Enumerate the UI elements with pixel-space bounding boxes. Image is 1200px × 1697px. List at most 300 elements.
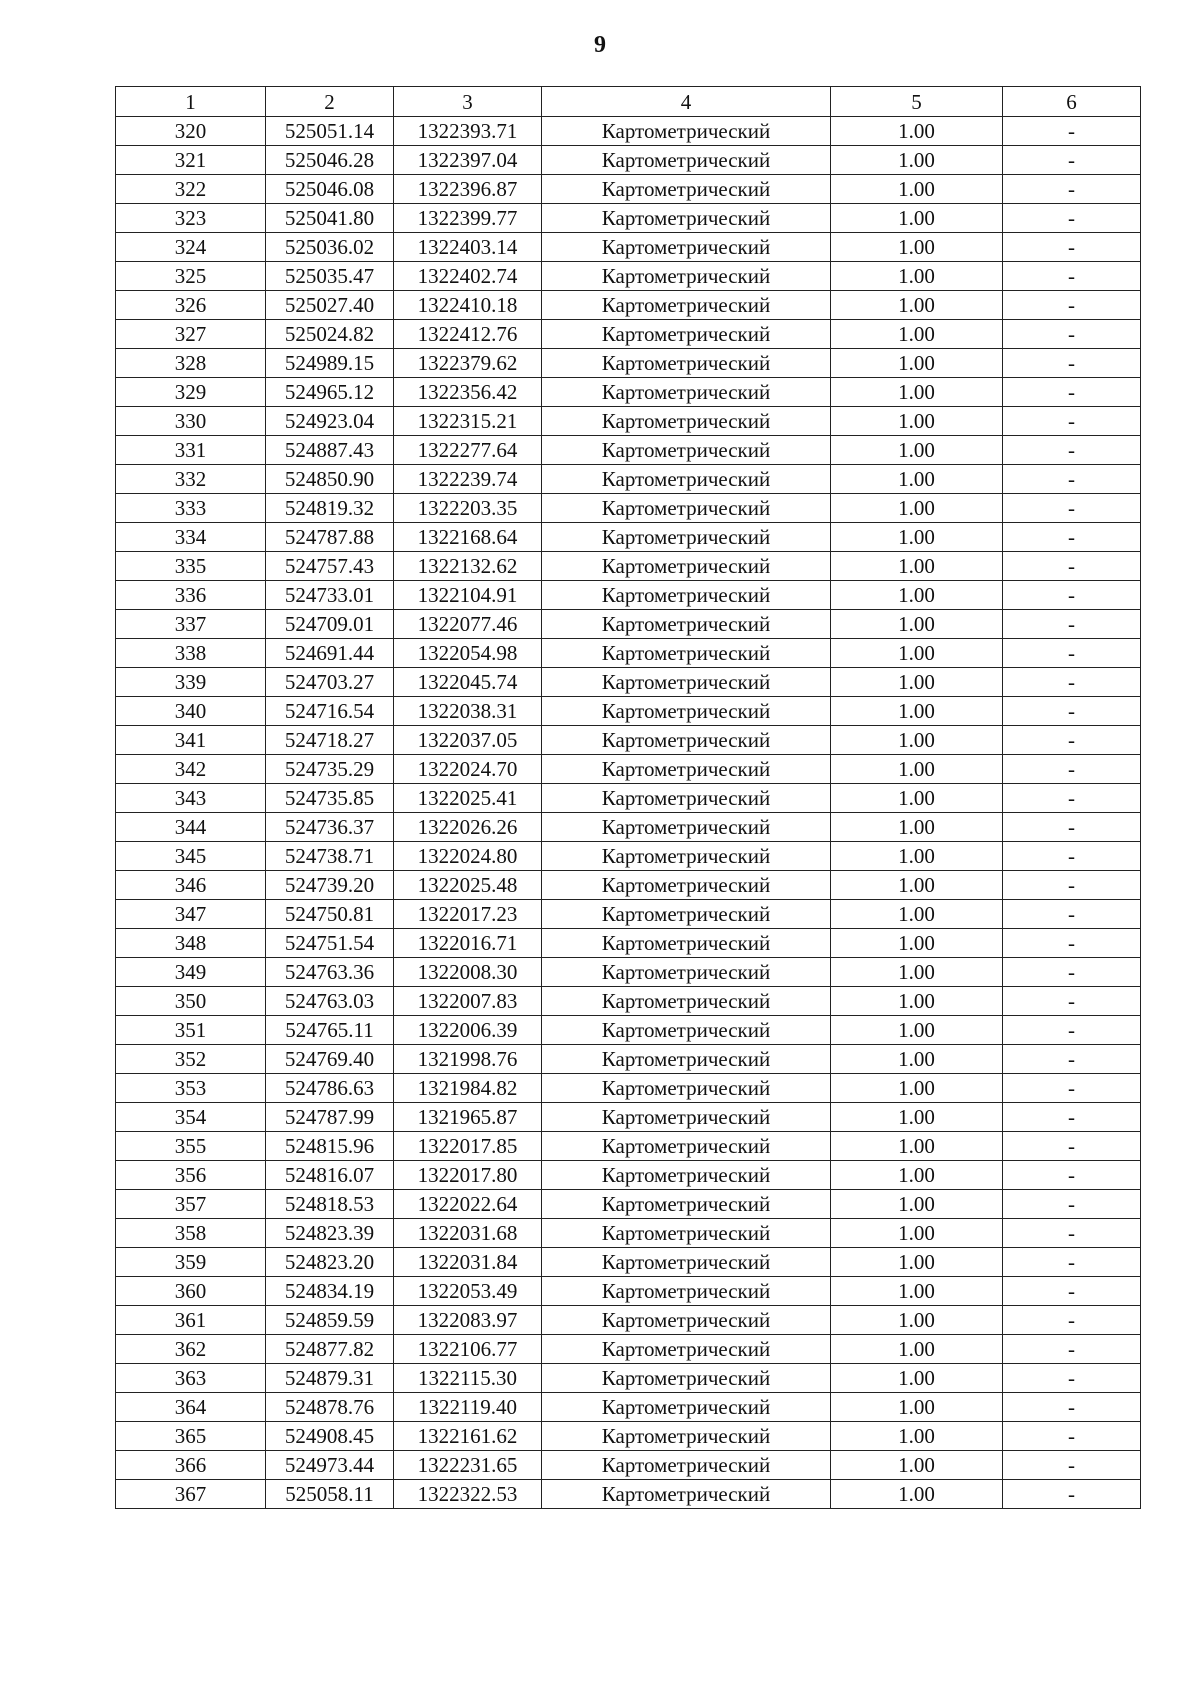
accuracy-cell: 1.00 bbox=[831, 755, 1003, 784]
table-row bbox=[116, 378, 1141, 407]
method-cell: Картометрический bbox=[542, 175, 831, 204]
x-coordinate-cell: 524765.11 bbox=[266, 1016, 394, 1045]
point-number-cell: 320 bbox=[116, 117, 266, 146]
point-number-cell: 326 bbox=[116, 291, 266, 320]
point-number-cell: 356 bbox=[116, 1161, 266, 1190]
method-cell: Картометрический bbox=[542, 1277, 831, 1306]
method-cell: Картометрический bbox=[542, 842, 831, 871]
accuracy-cell: 1.00 bbox=[831, 639, 1003, 668]
x-coordinate-cell: 524989.15 bbox=[266, 349, 394, 378]
y-coordinate-cell: 1322017.85 bbox=[394, 1132, 542, 1161]
point-number-cell: 345 bbox=[116, 842, 266, 871]
header-cell-4: 4 bbox=[542, 87, 831, 117]
point-number-cell: 337 bbox=[116, 610, 266, 639]
table-row bbox=[116, 610, 1141, 639]
table-row bbox=[116, 436, 1141, 465]
note-cell: - bbox=[1003, 1451, 1141, 1480]
y-coordinate-cell: 1322007.83 bbox=[394, 987, 542, 1016]
y-coordinate-cell: 1322161.62 bbox=[394, 1422, 542, 1451]
x-coordinate-cell: 524763.36 bbox=[266, 958, 394, 987]
point-number-cell: 341 bbox=[116, 726, 266, 755]
point-number-cell: 327 bbox=[116, 320, 266, 349]
accuracy-cell: 1.00 bbox=[831, 262, 1003, 291]
method-cell: Картометрический bbox=[542, 581, 831, 610]
x-coordinate-cell: 524733.01 bbox=[266, 581, 394, 610]
table-row bbox=[116, 813, 1141, 842]
note-cell: - bbox=[1003, 1132, 1141, 1161]
accuracy-cell: 1.00 bbox=[831, 1190, 1003, 1219]
x-coordinate-cell: 524703.27 bbox=[266, 668, 394, 697]
method-cell: Картометрический bbox=[542, 668, 831, 697]
accuracy-cell: 1.00 bbox=[831, 465, 1003, 494]
point-number-cell: 361 bbox=[116, 1306, 266, 1335]
note-cell: - bbox=[1003, 349, 1141, 378]
point-number-cell: 357 bbox=[116, 1190, 266, 1219]
y-coordinate-cell: 1322016.71 bbox=[394, 929, 542, 958]
note-cell: - bbox=[1003, 581, 1141, 610]
x-coordinate-cell: 524691.44 bbox=[266, 639, 394, 668]
point-number-cell: 350 bbox=[116, 987, 266, 1016]
y-coordinate-cell: 1322322.53 bbox=[394, 1480, 542, 1509]
note-cell: - bbox=[1003, 1335, 1141, 1364]
note-cell: - bbox=[1003, 436, 1141, 465]
x-coordinate-cell: 524735.85 bbox=[266, 784, 394, 813]
accuracy-cell: 1.00 bbox=[831, 871, 1003, 900]
point-number-cell: 336 bbox=[116, 581, 266, 610]
note-cell: - bbox=[1003, 1219, 1141, 1248]
y-coordinate-cell: 1322017.23 bbox=[394, 900, 542, 929]
table-row bbox=[116, 291, 1141, 320]
table-body bbox=[116, 117, 1141, 1509]
table-row bbox=[116, 262, 1141, 291]
point-number-cell: 343 bbox=[116, 784, 266, 813]
y-coordinate-cell: 1322053.49 bbox=[394, 1277, 542, 1306]
point-number-cell: 365 bbox=[116, 1422, 266, 1451]
table-row bbox=[116, 1480, 1141, 1509]
method-cell: Картометрический bbox=[542, 1422, 831, 1451]
table-row bbox=[116, 175, 1141, 204]
accuracy-cell: 1.00 bbox=[831, 523, 1003, 552]
method-cell: Картометрический bbox=[542, 436, 831, 465]
note-cell: - bbox=[1003, 1277, 1141, 1306]
method-cell: Картометрический bbox=[542, 204, 831, 233]
table-row bbox=[116, 726, 1141, 755]
table-row bbox=[116, 958, 1141, 987]
table-row bbox=[116, 581, 1141, 610]
y-coordinate-cell: 1322025.41 bbox=[394, 784, 542, 813]
note-cell: - bbox=[1003, 465, 1141, 494]
x-coordinate-cell: 524716.54 bbox=[266, 697, 394, 726]
point-number-cell: 351 bbox=[116, 1016, 266, 1045]
accuracy-cell: 1.00 bbox=[831, 1132, 1003, 1161]
method-cell: Картометрический bbox=[542, 146, 831, 175]
x-coordinate-cell: 524834.19 bbox=[266, 1277, 394, 1306]
accuracy-cell: 1.00 bbox=[831, 204, 1003, 233]
point-number-cell: 323 bbox=[116, 204, 266, 233]
y-coordinate-cell: 1322031.68 bbox=[394, 1219, 542, 1248]
accuracy-cell: 1.00 bbox=[831, 1451, 1003, 1480]
accuracy-cell: 1.00 bbox=[831, 1480, 1003, 1509]
method-cell: Картометрический bbox=[542, 262, 831, 291]
header-cell-6: 6 bbox=[1003, 87, 1141, 117]
x-coordinate-cell: 524816.07 bbox=[266, 1161, 394, 1190]
point-number-cell: 324 bbox=[116, 233, 266, 262]
note-cell: - bbox=[1003, 755, 1141, 784]
table-row bbox=[116, 1306, 1141, 1335]
note-cell: - bbox=[1003, 668, 1141, 697]
x-coordinate-cell: 524818.53 bbox=[266, 1190, 394, 1219]
x-coordinate-cell: 525035.47 bbox=[266, 262, 394, 291]
x-coordinate-cell: 525058.11 bbox=[266, 1480, 394, 1509]
x-coordinate-cell: 525046.28 bbox=[266, 146, 394, 175]
point-number-cell: 334 bbox=[116, 523, 266, 552]
x-coordinate-cell: 524769.40 bbox=[266, 1045, 394, 1074]
point-number-cell: 349 bbox=[116, 958, 266, 987]
note-cell: - bbox=[1003, 262, 1141, 291]
point-number-cell: 329 bbox=[116, 378, 266, 407]
x-coordinate-cell: 524738.71 bbox=[266, 842, 394, 871]
note-cell: - bbox=[1003, 784, 1141, 813]
table-row bbox=[116, 697, 1141, 726]
table-row bbox=[116, 929, 1141, 958]
y-coordinate-cell: 1322277.64 bbox=[394, 436, 542, 465]
method-cell: Картометрический bbox=[542, 1306, 831, 1335]
note-cell: - bbox=[1003, 1306, 1141, 1335]
accuracy-cell: 1.00 bbox=[831, 610, 1003, 639]
accuracy-cell: 1.00 bbox=[831, 436, 1003, 465]
method-cell: Картометрический bbox=[542, 697, 831, 726]
method-cell: Картометрический bbox=[542, 1016, 831, 1045]
y-coordinate-cell: 1322054.98 bbox=[394, 639, 542, 668]
accuracy-cell: 1.00 bbox=[831, 117, 1003, 146]
x-coordinate-cell: 524763.03 bbox=[266, 987, 394, 1016]
note-cell: - bbox=[1003, 1074, 1141, 1103]
point-number-cell: 338 bbox=[116, 639, 266, 668]
header-cell-2: 2 bbox=[266, 87, 394, 117]
x-coordinate-cell: 524736.37 bbox=[266, 813, 394, 842]
table-row bbox=[116, 1451, 1141, 1480]
method-cell: Картометрический bbox=[542, 465, 831, 494]
table-row bbox=[116, 1393, 1141, 1422]
method-cell: Картометрический bbox=[542, 233, 831, 262]
point-number-cell: 359 bbox=[116, 1248, 266, 1277]
method-cell: Картометрический bbox=[542, 1393, 831, 1422]
y-coordinate-cell: 1322104.91 bbox=[394, 581, 542, 610]
method-cell: Картометрический bbox=[542, 552, 831, 581]
method-cell: Картометрический bbox=[542, 494, 831, 523]
header-cell-5: 5 bbox=[831, 87, 1003, 117]
accuracy-cell: 1.00 bbox=[831, 784, 1003, 813]
note-cell: - bbox=[1003, 378, 1141, 407]
point-number-cell: 353 bbox=[116, 1074, 266, 1103]
x-coordinate-cell: 524787.99 bbox=[266, 1103, 394, 1132]
note-cell: - bbox=[1003, 1103, 1141, 1132]
table-row bbox=[116, 1074, 1141, 1103]
y-coordinate-cell: 1322396.87 bbox=[394, 175, 542, 204]
note-cell: - bbox=[1003, 117, 1141, 146]
y-coordinate-cell: 1322412.76 bbox=[394, 320, 542, 349]
table-row bbox=[116, 1248, 1141, 1277]
accuracy-cell: 1.00 bbox=[831, 378, 1003, 407]
x-coordinate-cell: 524878.76 bbox=[266, 1393, 394, 1422]
table-row bbox=[116, 1161, 1141, 1190]
y-coordinate-cell: 1322037.05 bbox=[394, 726, 542, 755]
y-coordinate-cell: 1322024.80 bbox=[394, 842, 542, 871]
page-number: 9 bbox=[594, 32, 606, 58]
method-cell: Картометрический bbox=[542, 639, 831, 668]
y-coordinate-cell: 1322393.71 bbox=[394, 117, 542, 146]
accuracy-cell: 1.00 bbox=[831, 407, 1003, 436]
x-coordinate-cell: 524786.63 bbox=[266, 1074, 394, 1103]
table-row bbox=[116, 871, 1141, 900]
note-cell: - bbox=[1003, 958, 1141, 987]
y-coordinate-cell: 1322024.70 bbox=[394, 755, 542, 784]
point-number-cell: 364 bbox=[116, 1393, 266, 1422]
x-coordinate-cell: 524757.43 bbox=[266, 552, 394, 581]
note-cell: - bbox=[1003, 523, 1141, 552]
table-row bbox=[116, 1132, 1141, 1161]
table-row bbox=[116, 349, 1141, 378]
point-number-cell: 360 bbox=[116, 1277, 266, 1306]
point-number-cell: 366 bbox=[116, 1451, 266, 1480]
note-cell: - bbox=[1003, 233, 1141, 262]
accuracy-cell: 1.00 bbox=[831, 958, 1003, 987]
x-coordinate-cell: 524908.45 bbox=[266, 1422, 394, 1451]
accuracy-cell: 1.00 bbox=[831, 175, 1003, 204]
accuracy-cell: 1.00 bbox=[831, 813, 1003, 842]
accuracy-cell: 1.00 bbox=[831, 1161, 1003, 1190]
method-cell: Картометрический bbox=[542, 378, 831, 407]
accuracy-cell: 1.00 bbox=[831, 552, 1003, 581]
table-row bbox=[116, 1422, 1141, 1451]
table-row bbox=[116, 1277, 1141, 1306]
point-number-cell: 363 bbox=[116, 1364, 266, 1393]
x-coordinate-cell: 524718.27 bbox=[266, 726, 394, 755]
note-cell: - bbox=[1003, 900, 1141, 929]
note-cell: - bbox=[1003, 842, 1141, 871]
x-coordinate-cell: 525027.40 bbox=[266, 291, 394, 320]
accuracy-cell: 1.00 bbox=[831, 1074, 1003, 1103]
point-number-cell: 328 bbox=[116, 349, 266, 378]
method-cell: Картометрический bbox=[542, 929, 831, 958]
table-row bbox=[116, 755, 1141, 784]
note-cell: - bbox=[1003, 1190, 1141, 1219]
method-cell: Картометрический bbox=[542, 987, 831, 1016]
y-coordinate-cell: 1322119.40 bbox=[394, 1393, 542, 1422]
note-cell: - bbox=[1003, 552, 1141, 581]
point-number-cell: 342 bbox=[116, 755, 266, 784]
x-coordinate-cell: 524877.82 bbox=[266, 1335, 394, 1364]
accuracy-cell: 1.00 bbox=[831, 1335, 1003, 1364]
y-coordinate-cell: 1322239.74 bbox=[394, 465, 542, 494]
method-cell: Картометрический bbox=[542, 320, 831, 349]
point-number-cell: 346 bbox=[116, 871, 266, 900]
y-coordinate-cell: 1322022.64 bbox=[394, 1190, 542, 1219]
method-cell: Картометрический bbox=[542, 1451, 831, 1480]
note-cell: - bbox=[1003, 146, 1141, 175]
y-coordinate-cell: 1322008.30 bbox=[394, 958, 542, 987]
accuracy-cell: 1.00 bbox=[831, 668, 1003, 697]
accuracy-cell: 1.00 bbox=[831, 1364, 1003, 1393]
note-cell: - bbox=[1003, 697, 1141, 726]
point-number-cell: 362 bbox=[116, 1335, 266, 1364]
point-number-cell: 352 bbox=[116, 1045, 266, 1074]
method-cell: Картометрический bbox=[542, 1074, 831, 1103]
method-cell: Картометрический bbox=[542, 1480, 831, 1509]
point-number-cell: 322 bbox=[116, 175, 266, 204]
method-cell: Картометрический bbox=[542, 784, 831, 813]
note-cell: - bbox=[1003, 813, 1141, 842]
note-cell: - bbox=[1003, 987, 1141, 1016]
y-coordinate-cell: 1322025.48 bbox=[394, 871, 542, 900]
table-row bbox=[116, 1016, 1141, 1045]
y-coordinate-cell: 1322106.77 bbox=[394, 1335, 542, 1364]
y-coordinate-cell: 1322031.84 bbox=[394, 1248, 542, 1277]
y-coordinate-cell: 1322399.77 bbox=[394, 204, 542, 233]
note-cell: - bbox=[1003, 1161, 1141, 1190]
note-cell: - bbox=[1003, 610, 1141, 639]
y-coordinate-cell: 1322017.80 bbox=[394, 1161, 542, 1190]
point-number-cell: 347 bbox=[116, 900, 266, 929]
x-coordinate-cell: 524879.31 bbox=[266, 1364, 394, 1393]
method-cell: Картометрический bbox=[542, 1335, 831, 1364]
x-coordinate-cell: 524739.20 bbox=[266, 871, 394, 900]
accuracy-cell: 1.00 bbox=[831, 842, 1003, 871]
x-coordinate-cell: 524823.20 bbox=[266, 1248, 394, 1277]
header-row bbox=[116, 87, 1141, 117]
point-number-cell: 344 bbox=[116, 813, 266, 842]
y-coordinate-cell: 1322045.74 bbox=[394, 668, 542, 697]
method-cell: Картометрический bbox=[542, 755, 831, 784]
x-coordinate-cell: 524787.88 bbox=[266, 523, 394, 552]
table-row bbox=[116, 523, 1141, 552]
method-cell: Картометрический bbox=[542, 349, 831, 378]
note-cell: - bbox=[1003, 1480, 1141, 1509]
x-coordinate-cell: 524815.96 bbox=[266, 1132, 394, 1161]
accuracy-cell: 1.00 bbox=[831, 1219, 1003, 1248]
accuracy-cell: 1.00 bbox=[831, 726, 1003, 755]
x-coordinate-cell: 524823.39 bbox=[266, 1219, 394, 1248]
table-row bbox=[116, 117, 1141, 146]
point-number-cell: 367 bbox=[116, 1480, 266, 1509]
accuracy-cell: 1.00 bbox=[831, 1248, 1003, 1277]
table-row bbox=[116, 320, 1141, 349]
table-row bbox=[116, 1364, 1141, 1393]
point-number-cell: 358 bbox=[116, 1219, 266, 1248]
x-coordinate-cell: 524923.04 bbox=[266, 407, 394, 436]
table-row bbox=[116, 1219, 1141, 1248]
accuracy-cell: 1.00 bbox=[831, 146, 1003, 175]
accuracy-cell: 1.00 bbox=[831, 1016, 1003, 1045]
y-coordinate-cell: 1322077.46 bbox=[394, 610, 542, 639]
y-coordinate-cell: 1322403.14 bbox=[394, 233, 542, 262]
x-coordinate-cell: 524887.43 bbox=[266, 436, 394, 465]
y-coordinate-cell: 1321998.76 bbox=[394, 1045, 542, 1074]
y-coordinate-cell: 1322402.74 bbox=[394, 262, 542, 291]
y-coordinate-cell: 1322410.18 bbox=[394, 291, 542, 320]
table-row bbox=[116, 784, 1141, 813]
table-row bbox=[116, 639, 1141, 668]
method-cell: Картометрический bbox=[542, 1132, 831, 1161]
x-coordinate-cell: 524850.90 bbox=[266, 465, 394, 494]
method-cell: Картометрический bbox=[542, 291, 831, 320]
note-cell: - bbox=[1003, 1393, 1141, 1422]
y-coordinate-cell: 1322132.62 bbox=[394, 552, 542, 581]
method-cell: Картометрический bbox=[542, 1103, 831, 1132]
accuracy-cell: 1.00 bbox=[831, 581, 1003, 610]
method-cell: Картометрический bbox=[542, 407, 831, 436]
x-coordinate-cell: 524965.12 bbox=[266, 378, 394, 407]
table-row bbox=[116, 842, 1141, 871]
x-coordinate-cell: 525051.14 bbox=[266, 117, 394, 146]
x-coordinate-cell: 524709.01 bbox=[266, 610, 394, 639]
table-row bbox=[116, 1045, 1141, 1074]
method-cell: Картометрический bbox=[542, 958, 831, 987]
x-coordinate-cell: 525041.80 bbox=[266, 204, 394, 233]
note-cell: - bbox=[1003, 929, 1141, 958]
table-row bbox=[116, 494, 1141, 523]
y-coordinate-cell: 1321984.82 bbox=[394, 1074, 542, 1103]
note-cell: - bbox=[1003, 291, 1141, 320]
point-number-cell: 325 bbox=[116, 262, 266, 291]
note-cell: - bbox=[1003, 175, 1141, 204]
x-coordinate-cell: 525024.82 bbox=[266, 320, 394, 349]
note-cell: - bbox=[1003, 494, 1141, 523]
method-cell: Картометрический bbox=[542, 1364, 831, 1393]
accuracy-cell: 1.00 bbox=[831, 697, 1003, 726]
y-coordinate-cell: 1322203.35 bbox=[394, 494, 542, 523]
point-number-cell: 321 bbox=[116, 146, 266, 175]
note-cell: - bbox=[1003, 639, 1141, 668]
point-number-cell: 332 bbox=[116, 465, 266, 494]
x-coordinate-cell: 524735.29 bbox=[266, 755, 394, 784]
accuracy-cell: 1.00 bbox=[831, 320, 1003, 349]
y-coordinate-cell: 1321965.87 bbox=[394, 1103, 542, 1132]
coordinates-table bbox=[115, 86, 1141, 1509]
note-cell: - bbox=[1003, 1364, 1141, 1393]
method-cell: Картометрический bbox=[542, 610, 831, 639]
x-coordinate-cell: 525036.02 bbox=[266, 233, 394, 262]
accuracy-cell: 1.00 bbox=[831, 1306, 1003, 1335]
method-cell: Картометрический bbox=[542, 1045, 831, 1074]
point-number-cell: 354 bbox=[116, 1103, 266, 1132]
accuracy-cell: 1.00 bbox=[831, 1103, 1003, 1132]
method-cell: Картометрический bbox=[542, 813, 831, 842]
y-coordinate-cell: 1322168.64 bbox=[394, 523, 542, 552]
header-cell-3: 3 bbox=[394, 87, 542, 117]
method-cell: Картометрический bbox=[542, 1190, 831, 1219]
y-coordinate-cell: 1322315.21 bbox=[394, 407, 542, 436]
accuracy-cell: 1.00 bbox=[831, 233, 1003, 262]
accuracy-cell: 1.00 bbox=[831, 1045, 1003, 1074]
table-row bbox=[116, 146, 1141, 175]
note-cell: - bbox=[1003, 1016, 1141, 1045]
accuracy-cell: 1.00 bbox=[831, 494, 1003, 523]
accuracy-cell: 1.00 bbox=[831, 349, 1003, 378]
x-coordinate-cell: 524973.44 bbox=[266, 1451, 394, 1480]
accuracy-cell: 1.00 bbox=[831, 1422, 1003, 1451]
point-number-cell: 330 bbox=[116, 407, 266, 436]
method-cell: Картометрический bbox=[542, 1248, 831, 1277]
accuracy-cell: 1.00 bbox=[831, 900, 1003, 929]
point-number-cell: 333 bbox=[116, 494, 266, 523]
accuracy-cell: 1.00 bbox=[831, 1277, 1003, 1306]
x-coordinate-cell: 524750.81 bbox=[266, 900, 394, 929]
y-coordinate-cell: 1322026.26 bbox=[394, 813, 542, 842]
table-row bbox=[116, 987, 1141, 1016]
x-coordinate-cell: 524751.54 bbox=[266, 929, 394, 958]
y-coordinate-cell: 1322006.39 bbox=[394, 1016, 542, 1045]
